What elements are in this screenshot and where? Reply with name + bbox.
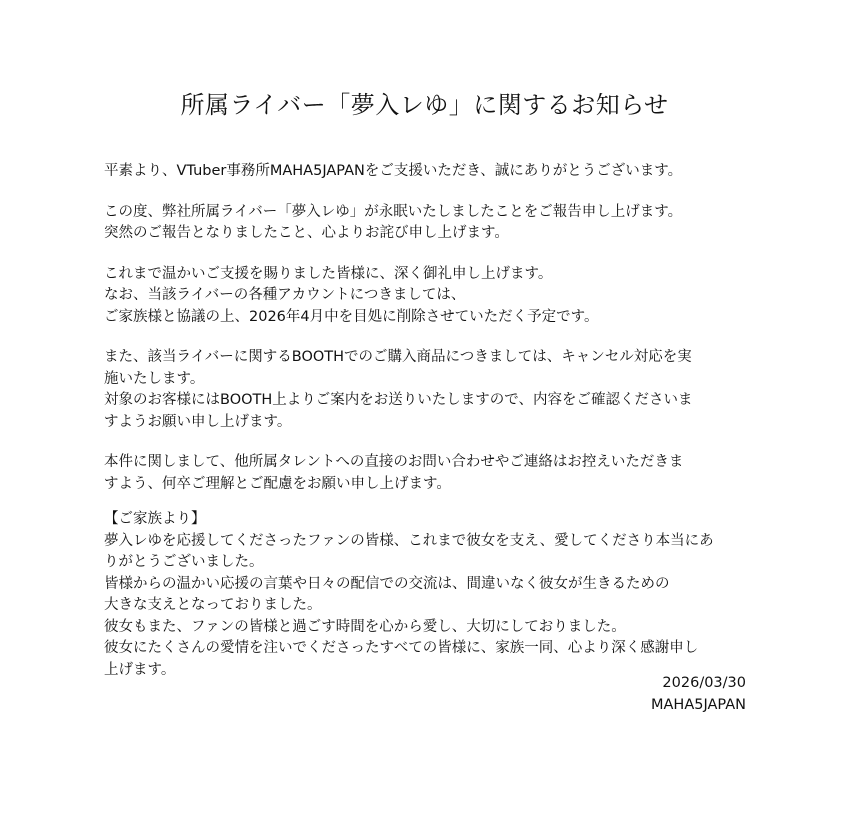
text-line: 本件に関しまして、他所属タレントへの直接のお問い合わせやご連絡はお控えいただきま: [104, 454, 684, 470]
paragraph-announcement: [104, 202, 754, 245]
paragraph-accounts: [104, 264, 754, 329]
text-line: 対象のお客様にはBOOTH上よりご案内をお送りいたしますので、内容をご確認くださいま: [104, 392, 693, 408]
text-line: すようお願い申し上げます。: [104, 413, 292, 430]
text-line: 皆様からの温かい応援の言葉や日々の配信での交流は、間違いなく彼女が生きるための: [104, 575, 670, 592]
text-line: また、該当ライバーに関するBOOTHでのご購入商品につきましては、キャンセル対応を実: [104, 349, 692, 365]
paragraph-family-message: [104, 509, 754, 681]
notice-title: 所属ライバー「夢入レゆ」に関するお知らせ: [180, 91, 669, 119]
text-line: 夢入レゆを応援してくださったファンの皆様、これまで彼女を支え、愛してくださり本当にあ: [104, 532, 714, 549]
text-line: 上げます。: [104, 661, 176, 678]
notice-date: 2026/03/30: [662, 675, 746, 691]
text-line: なお、当該ライバーの各種アカウントにつきましては、: [104, 287, 466, 303]
text-line: りがとうございました。: [104, 554, 264, 570]
text-line: ご家族様と協議の上、2026年4月中を目処に削除させていただく予定です。: [104, 308, 599, 325]
paragraph-greeting: [104, 161, 754, 183]
text-line: 彼女もまた、ファンの皆様と過ごす時間を心から愛し、大切にしておりました。: [104, 618, 626, 635]
text-line: 平素より、VTuber事務所MAHA5JAPANをご支援いただき、誠にありがとうございます。: [104, 163, 683, 179]
text-line: 彼女にたくさんの愛情を注いでくださったすべての皆様に、家族一同、心より深く感謝申し: [104, 640, 699, 656]
notice-body: [104, 161, 754, 700]
family-heading: 【ご家族より】: [104, 511, 206, 527]
text-line: すよう、何卒ご理解とご配慮をお願い申し上げます。: [104, 475, 451, 492]
company-signature: MAHA5JAPAN: [650, 696, 746, 713]
paragraph-inquiries: [104, 452, 754, 495]
text-line: この度、弊社所属ライバー「夢入レゆ」が永眠いたしましたことをご報告申し上げます。: [104, 203, 683, 220]
text-line: 大きな支えとなっておりました。: [104, 597, 322, 613]
text-line: これまで温かいご支援を賜りました皆様に、深く御礼申し上げます。: [104, 265, 553, 282]
text-line: 突然のご報告となりましたこと、心よりお詫び申し上げます。: [104, 225, 509, 241]
signoff-block: [651, 673, 746, 716]
paragraph-booth: [104, 347, 754, 433]
text-line: 施いたします。: [104, 370, 205, 387]
